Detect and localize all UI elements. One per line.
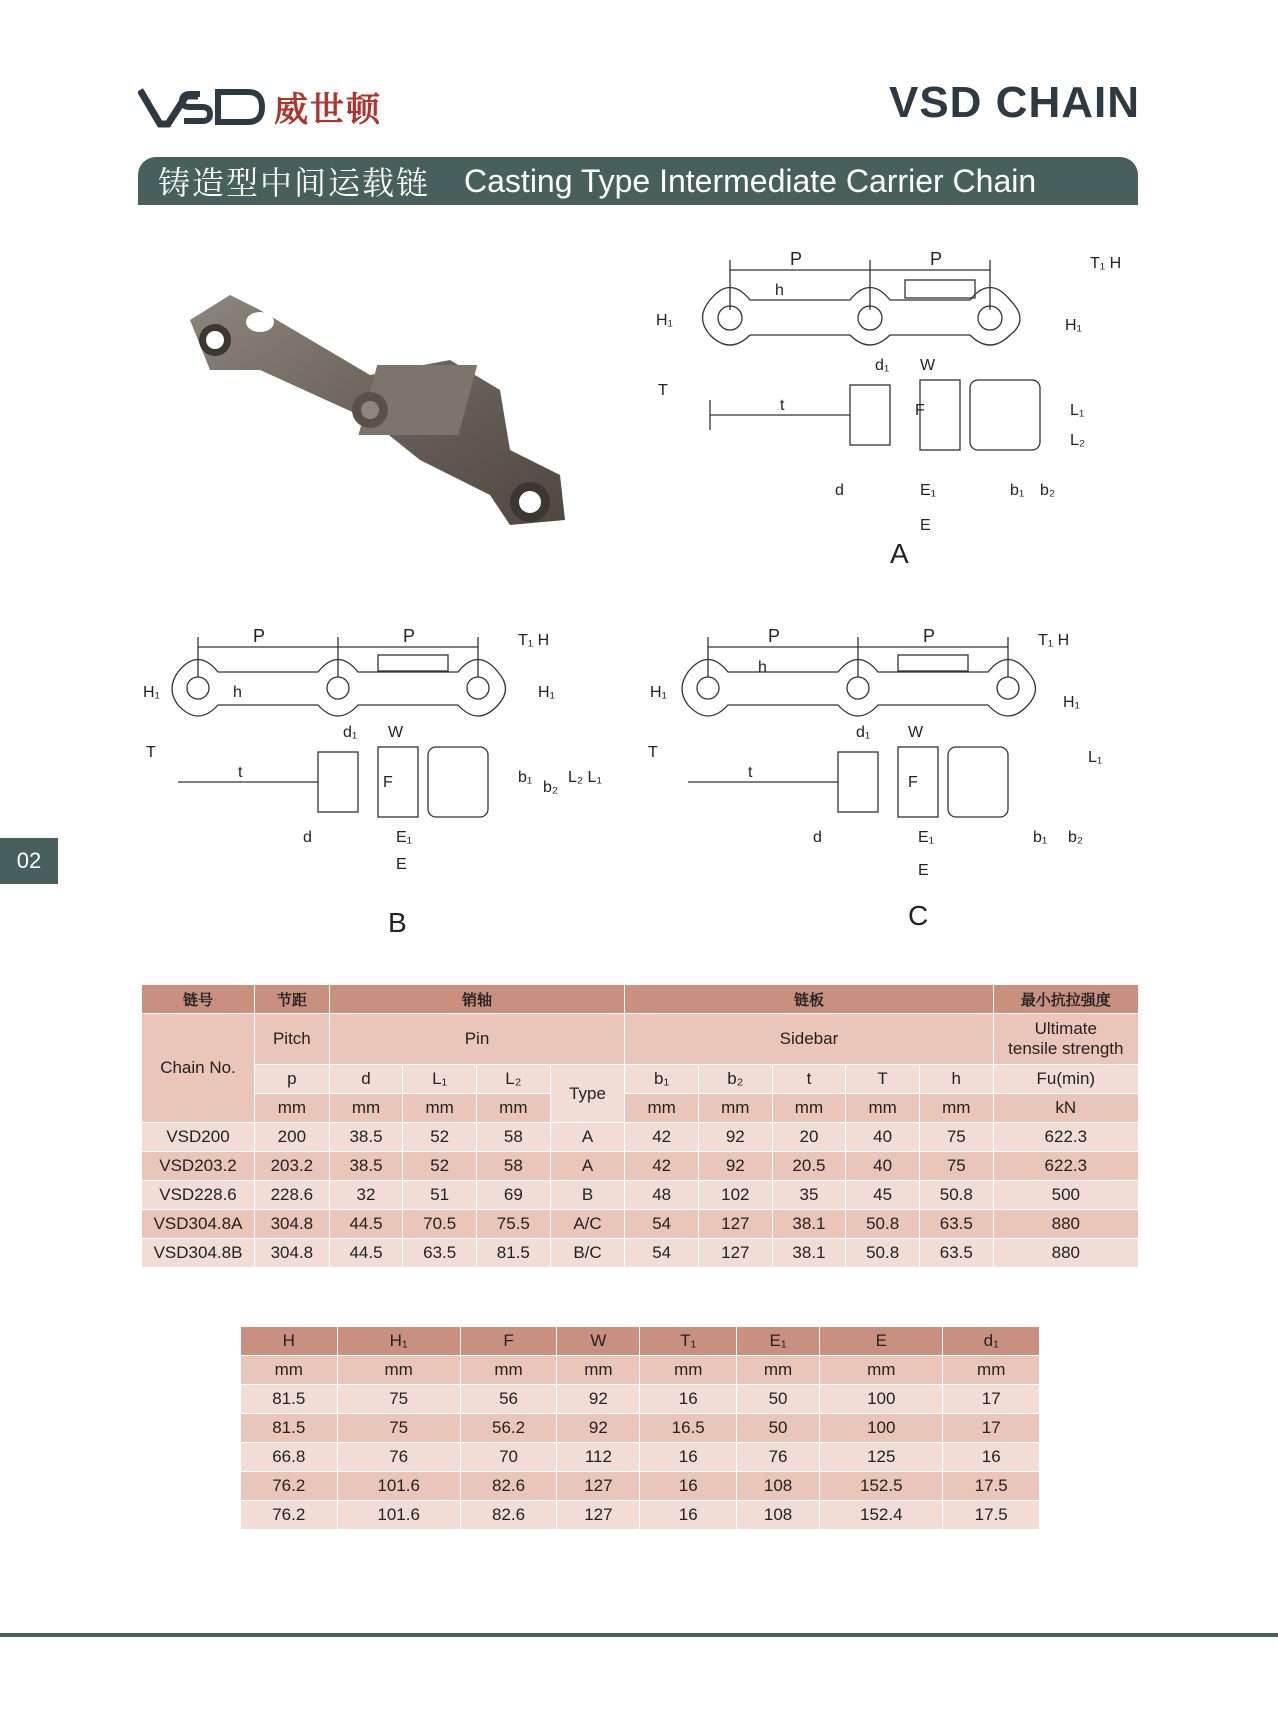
table-cell: 58 xyxy=(477,1152,551,1181)
sym-fu: Fu(min) xyxy=(993,1065,1138,1094)
sym-p: p xyxy=(255,1065,330,1094)
table-cell: 622.3 xyxy=(993,1152,1138,1181)
table-cell: 42 xyxy=(625,1123,699,1152)
table-cell: 228.6 xyxy=(255,1181,330,1210)
svg-text:T: T xyxy=(658,382,668,399)
hdr-strength-cn: 最小抗拉强度 xyxy=(993,985,1138,1014)
column-header: d₁ xyxy=(943,1327,1040,1356)
svg-text:L₂: L₂ xyxy=(1070,432,1086,449)
svg-text:P: P xyxy=(790,249,803,269)
svg-text:P: P xyxy=(930,249,943,269)
table-cell: 42 xyxy=(625,1152,699,1181)
hdr-pin-cn: 销轴 xyxy=(329,985,625,1014)
unit-cell: mm xyxy=(943,1356,1040,1385)
hdr-sidebar-cn: 链板 xyxy=(625,985,993,1014)
diagram-b xyxy=(138,617,618,938)
unit-cell: mm xyxy=(919,1094,993,1123)
hdr-chain-no-cn: 链号 xyxy=(142,985,255,1014)
unit-cell: mm xyxy=(772,1094,846,1123)
table-cell: 17.5 xyxy=(943,1472,1040,1501)
table-cell: B xyxy=(550,1181,625,1210)
unit-cell: mm xyxy=(820,1356,943,1385)
table-cell: A xyxy=(550,1123,625,1152)
table-cell: VSD304.8B xyxy=(142,1239,255,1268)
table-cell: 45 xyxy=(846,1181,920,1210)
table-cell: 40 xyxy=(846,1152,920,1181)
svg-text:b₁: b₁ xyxy=(518,769,533,786)
page-number: 02 xyxy=(0,838,58,884)
table-cell: 102 xyxy=(698,1181,772,1210)
svg-text:F: F xyxy=(383,774,393,791)
svg-text:H₁: H₁ xyxy=(1065,317,1082,334)
svg-text:T₁ H: T₁ H xyxy=(1090,255,1122,272)
svg-text:E₁: E₁ xyxy=(920,482,937,499)
table-cell: 50 xyxy=(736,1385,819,1414)
svg-text:d₁: d₁ xyxy=(856,724,871,741)
footer-rule xyxy=(0,1633,1278,1637)
table-cell: 50.8 xyxy=(846,1239,920,1268)
svg-text:L₁: L₁ xyxy=(1070,402,1085,419)
table-cell: 16.5 xyxy=(640,1414,737,1443)
svg-text:E: E xyxy=(396,856,407,873)
column-header: H xyxy=(241,1327,338,1356)
table-cell: A xyxy=(550,1152,625,1181)
svg-text:b₂: b₂ xyxy=(1068,829,1084,846)
vsd-logo-mark xyxy=(138,86,268,128)
table-cell: 82.6 xyxy=(460,1472,557,1501)
table-cell: VSD200 xyxy=(142,1123,255,1152)
unit-cell: mm xyxy=(557,1356,640,1385)
table-cell: 38.1 xyxy=(772,1239,846,1268)
table-cell: 16 xyxy=(640,1385,737,1414)
unit-cell: mm xyxy=(625,1094,699,1123)
svg-text:F: F xyxy=(915,402,925,419)
column-header: H₁ xyxy=(337,1327,460,1356)
table-cell: 51 xyxy=(403,1181,477,1210)
table-row xyxy=(241,1501,1040,1530)
title-english: Casting Type Intermediate Carrier Chain xyxy=(464,162,1037,199)
table-cell: 127 xyxy=(557,1501,640,1530)
table-cell: 108 xyxy=(736,1472,819,1501)
column-header: E xyxy=(820,1327,943,1356)
diagram-c-label: C xyxy=(908,900,929,931)
svg-text:W: W xyxy=(908,724,924,741)
chain-spec-table xyxy=(141,984,1139,1268)
svg-text:h: h xyxy=(233,684,242,701)
table-cell: 81.5 xyxy=(241,1385,338,1414)
svg-text:h: h xyxy=(758,659,767,676)
unit-cell: mm xyxy=(736,1356,819,1385)
table-cell: 48 xyxy=(625,1181,699,1210)
sym-t: t xyxy=(772,1065,846,1094)
table-cell: 200 xyxy=(255,1123,330,1152)
svg-text:d: d xyxy=(303,829,312,846)
sym-b2: b₂ xyxy=(698,1065,772,1094)
svg-text:H₁: H₁ xyxy=(538,684,555,701)
svg-text:H₁: H₁ xyxy=(143,684,160,701)
unit-cell: mm xyxy=(698,1094,772,1123)
svg-text:T₁ H: T₁ H xyxy=(518,632,550,649)
svg-text:L₁: L₁ xyxy=(1088,749,1103,766)
diagram-b-label: B xyxy=(388,907,407,938)
table-cell: 127 xyxy=(698,1210,772,1239)
table-cell: 38.5 xyxy=(329,1123,403,1152)
table-cell: 304.8 xyxy=(255,1210,330,1239)
svg-text:E₁: E₁ xyxy=(396,829,413,846)
section-title-bar xyxy=(138,157,1138,205)
svg-text:d₁: d₁ xyxy=(875,357,890,374)
svg-text:L₂ L₁: L₂ L₁ xyxy=(568,769,602,786)
table-cell: 304.8 xyxy=(255,1239,330,1268)
table-cell: 56.2 xyxy=(460,1414,557,1443)
table-cell: A/C xyxy=(550,1210,625,1239)
unit-cell: mm xyxy=(337,1356,460,1385)
table-cell: 75 xyxy=(919,1152,993,1181)
svg-text:E: E xyxy=(920,517,931,534)
hdr-pitch: Pitch xyxy=(255,1014,330,1065)
table-cell: 66.8 xyxy=(241,1443,338,1472)
table-cell: 203.2 xyxy=(255,1152,330,1181)
svg-text:b₁: b₁ xyxy=(1033,829,1048,846)
table-row xyxy=(142,1210,1139,1239)
table-cell: 92 xyxy=(698,1123,772,1152)
column-header: T₁ xyxy=(640,1327,737,1356)
svg-text:t: t xyxy=(748,764,753,781)
svg-text:d₁: d₁ xyxy=(343,724,358,741)
table-cell: 63.5 xyxy=(919,1239,993,1268)
svg-text:b₂: b₂ xyxy=(543,779,559,796)
table-cell: 69 xyxy=(477,1181,551,1210)
chain-photo xyxy=(170,280,590,535)
hdr-pitch-cn: 节距 xyxy=(255,985,330,1014)
table-cell: 70.5 xyxy=(403,1210,477,1239)
table-cell: 50 xyxy=(736,1414,819,1443)
table-cell: 16 xyxy=(640,1472,737,1501)
table-cell: B/C xyxy=(550,1239,625,1268)
table-cell: VSD203.2 xyxy=(142,1152,255,1181)
unit-cell: mm xyxy=(329,1094,403,1123)
unit-cell: mm xyxy=(846,1094,920,1123)
unit-cell: kN xyxy=(993,1094,1138,1123)
svg-text:W: W xyxy=(920,357,936,374)
svg-text:T₁ H: T₁ H xyxy=(1038,632,1070,649)
svg-text:H₁: H₁ xyxy=(1063,694,1080,711)
table-cell: 76.2 xyxy=(241,1472,338,1501)
table-cell: 81.5 xyxy=(477,1239,551,1268)
sym-h: h xyxy=(919,1065,993,1094)
svg-text:P: P xyxy=(923,626,936,646)
table-cell: 82.6 xyxy=(460,1501,557,1530)
column-header: F xyxy=(460,1327,557,1356)
svg-text:H₁: H₁ xyxy=(656,312,673,329)
table-cell: 70 xyxy=(460,1443,557,1472)
table-cell: VSD304.8A xyxy=(142,1210,255,1239)
table-cell: 52 xyxy=(403,1152,477,1181)
unit-cell: mm xyxy=(241,1356,338,1385)
table-cell: 16 xyxy=(943,1443,1040,1472)
table-cell: 100 xyxy=(820,1385,943,1414)
table-cell: 63.5 xyxy=(403,1239,477,1268)
svg-text:t: t xyxy=(780,397,785,414)
table-row xyxy=(142,1123,1139,1152)
table-cell: 81.5 xyxy=(241,1414,338,1443)
unit-cell: mm xyxy=(477,1094,551,1123)
hdr-type: Type xyxy=(550,1065,625,1123)
table-row xyxy=(142,1152,1139,1181)
table-cell: 112 xyxy=(557,1443,640,1472)
hdr-sidebar: Sidebar xyxy=(625,1014,993,1065)
table-cell: 100 xyxy=(820,1414,943,1443)
table-cell: 92 xyxy=(557,1385,640,1414)
table-cell: 152.4 xyxy=(820,1501,943,1530)
table-cell: 54 xyxy=(625,1210,699,1239)
table-cell: 44.5 xyxy=(329,1210,403,1239)
table-cell: 16 xyxy=(640,1501,737,1530)
diagram-a-label: A xyxy=(890,538,909,569)
table-cell: 16 xyxy=(640,1443,737,1472)
svg-text:F: F xyxy=(908,774,918,791)
table-row xyxy=(241,1385,1040,1414)
table-cell: 76 xyxy=(337,1443,460,1472)
table-cell: 108 xyxy=(736,1501,819,1530)
unit-cell: mm xyxy=(255,1094,330,1123)
unit-cell: mm xyxy=(460,1356,557,1385)
sym-T: T xyxy=(846,1065,920,1094)
table-cell: 38.5 xyxy=(329,1152,403,1181)
table-cell: 32 xyxy=(329,1181,403,1210)
table-cell: 17 xyxy=(943,1414,1040,1443)
table-cell: 622.3 xyxy=(993,1123,1138,1152)
table-cell: 127 xyxy=(698,1239,772,1268)
table-row xyxy=(241,1414,1040,1443)
svg-text:T: T xyxy=(146,744,156,761)
table-cell: 38.1 xyxy=(772,1210,846,1239)
svg-text:P: P xyxy=(253,626,266,646)
sym-l2: L₂ xyxy=(477,1065,551,1094)
table-cell: 880 xyxy=(993,1210,1138,1239)
table-cell: 75 xyxy=(337,1385,460,1414)
svg-text:P: P xyxy=(403,626,416,646)
table-cell: 101.6 xyxy=(337,1472,460,1501)
brand-title: VSD CHAIN xyxy=(888,78,1140,127)
svg-text:W: W xyxy=(388,724,404,741)
table-cell: 101.6 xyxy=(337,1501,460,1530)
diagram-a xyxy=(650,240,1140,575)
hdr-chain-no: Chain No. xyxy=(142,1014,255,1123)
table-cell: 76 xyxy=(736,1443,819,1472)
column-header: W xyxy=(557,1327,640,1356)
unit-cell: mm xyxy=(403,1094,477,1123)
table-cell: 56 xyxy=(460,1385,557,1414)
hdr-pin: Pin xyxy=(329,1014,625,1065)
svg-text:H₁: H₁ xyxy=(650,684,667,701)
table-cell: 35 xyxy=(772,1181,846,1210)
table-cell: 127 xyxy=(557,1472,640,1501)
table-cell: 52 xyxy=(403,1123,477,1152)
table-cell: 17.5 xyxy=(943,1501,1040,1530)
diagram-c xyxy=(638,617,1138,931)
table-cell: 50.8 xyxy=(846,1210,920,1239)
logo-chinese-text: 威世顿 xyxy=(274,90,382,130)
sym-l1: L₁ xyxy=(403,1065,477,1094)
brand-logo xyxy=(138,82,382,131)
dimension-table xyxy=(240,1326,1040,1530)
table-cell: 92 xyxy=(557,1414,640,1443)
table-cell: 58 xyxy=(477,1123,551,1152)
table-cell: 75 xyxy=(919,1123,993,1152)
table-cell: 17 xyxy=(943,1385,1040,1414)
table-cell: 125 xyxy=(820,1443,943,1472)
svg-text:b₂: b₂ xyxy=(1040,482,1056,499)
column-header: E₁ xyxy=(736,1327,819,1356)
svg-text:E₁: E₁ xyxy=(918,829,935,846)
table-cell: 500 xyxy=(993,1181,1138,1210)
table-row xyxy=(142,1239,1139,1268)
svg-text:h: h xyxy=(775,282,784,299)
table-row xyxy=(142,1181,1139,1210)
table-cell: 75 xyxy=(337,1414,460,1443)
table-cell: VSD228.6 xyxy=(142,1181,255,1210)
hdr-strength: Ultimate tensile strength xyxy=(993,1014,1138,1065)
table-cell: 75.5 xyxy=(477,1210,551,1239)
svg-text:d: d xyxy=(813,829,822,846)
svg-text:b₁: b₁ xyxy=(1010,482,1025,499)
unit-cell: mm xyxy=(640,1356,737,1385)
table-cell: 63.5 xyxy=(919,1210,993,1239)
table-cell: 76.2 xyxy=(241,1501,338,1530)
table-cell: 92 xyxy=(698,1152,772,1181)
svg-text:P: P xyxy=(768,626,781,646)
table-cell: 44.5 xyxy=(329,1239,403,1268)
svg-text:T: T xyxy=(648,744,658,761)
table-cell: 40 xyxy=(846,1123,920,1152)
table-cell: 880 xyxy=(993,1239,1138,1268)
table-cell: 54 xyxy=(625,1239,699,1268)
table-cell: 152.5 xyxy=(820,1472,943,1501)
svg-text:t: t xyxy=(238,764,243,781)
table-cell: 20 xyxy=(772,1123,846,1152)
table-row xyxy=(241,1472,1040,1501)
sym-d: d xyxy=(329,1065,403,1094)
table-cell: 50.8 xyxy=(919,1181,993,1210)
svg-text:E: E xyxy=(918,862,929,879)
sym-b1: b₁ xyxy=(625,1065,699,1094)
table-row xyxy=(241,1443,1040,1472)
table-cell: 20.5 xyxy=(772,1152,846,1181)
svg-text:d: d xyxy=(835,482,844,499)
title-chinese: 铸造型中间运载链 xyxy=(158,164,431,202)
